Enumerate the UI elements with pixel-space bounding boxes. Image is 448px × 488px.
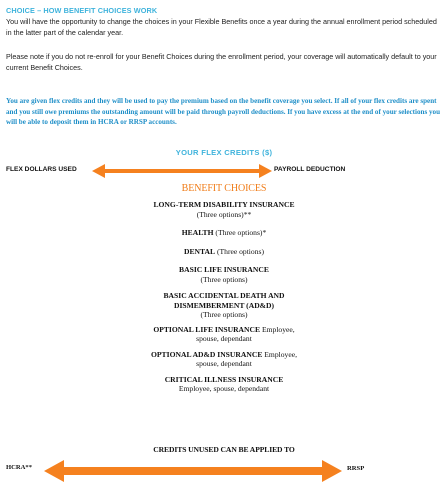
intro-paragraph: You will have the opportunity to change the choices in your Flexible Benefits once a year during the annual enrollment period scheduled in the latter part of the calendar year. xyxy=(6,17,437,37)
benefit-name: OPTIONAL AD&D INSURANCE xyxy=(151,349,263,359)
flex-credits-title: YOUR FLEX CREDITS ($) xyxy=(175,148,273,157)
benefit-name: BASIC ACCIDENTAL DEATH AND xyxy=(163,291,285,300)
benefit-item-critical-illness xyxy=(0,375,448,394)
benefit-choices-title: BENEFIT CHOICES xyxy=(181,183,267,194)
benefit-name: OPTIONAL LIFE INSURANCE xyxy=(153,324,261,334)
hcra-label: HCRA** xyxy=(6,464,33,471)
benefit-item-basic-life xyxy=(0,265,448,284)
rrsp-label: RRSP xyxy=(347,465,365,472)
benefit-name: LONG-TERM DISABILITY INSURANCE xyxy=(153,200,295,209)
benefit-name: DENTAL xyxy=(183,246,216,256)
credits-unused-title: CREDITS UNUSED CAN BE APPLIED TO xyxy=(153,445,295,454)
benefit-item-dental xyxy=(0,247,448,257)
double-arrow-icon xyxy=(92,162,272,180)
benefit-name: HEALTH xyxy=(181,228,214,237)
flex-dollars-used-label: FLEX DOLLARS USED xyxy=(6,166,77,173)
benefit-detail: (Three options) xyxy=(200,274,248,284)
benefit-detail: (Three options) xyxy=(200,310,248,319)
benefit-name-line2: DISMEMBERMENT (AD&D) xyxy=(173,300,275,310)
flex-credits-paragraph: You are given flex credits and they will be used to pay the premium based on the benefit coverage you select. If all of your flex credits are spent and you still owe premiums the outstanding amount will be paid through payroll deductions. If you have excess at the end of your selections you will be able to deposit them in HCRA or RRSP accounts. xyxy=(6,97,441,127)
benefit-detail: (Three options) xyxy=(215,246,264,256)
double-arrow-icon xyxy=(44,458,342,484)
benefit-detail: Employee, xyxy=(260,324,295,334)
benefit-choices-list xyxy=(0,200,448,394)
benefit-detail-line2: spouse, dependant xyxy=(196,334,252,343)
section-heading: CHOICE – HOW BENEFIT CHOICES WORK xyxy=(6,6,158,15)
benefit-name: CRITICAL ILLNESS INSURANCE xyxy=(164,374,284,384)
benefit-item-optional-life xyxy=(0,325,448,344)
reenroll-note-paragraph: Please note if you do not re-enroll for your Benefit Choices during the enrollment period, your coverage will automatically default to your current Benefit Choices. xyxy=(6,52,437,72)
benefit-item-optional-add xyxy=(0,350,448,369)
benefit-item-health xyxy=(0,228,448,238)
benefit-name: BASIC LIFE INSURANCE xyxy=(179,265,269,274)
benefit-detail: (Three options)** xyxy=(196,209,252,219)
benefit-detail: Employee, spouse, dependant xyxy=(178,384,270,393)
benefit-item-ltd xyxy=(0,200,448,219)
benefit-detail: Employee, xyxy=(262,349,297,359)
benefit-item-basic-add xyxy=(0,291,448,320)
payroll-deduction-label: PAYROLL DEDUCTION xyxy=(274,166,346,173)
benefit-detail: (Three options)* xyxy=(213,228,267,237)
benefit-detail-line2: spouse, dependant xyxy=(196,359,252,368)
